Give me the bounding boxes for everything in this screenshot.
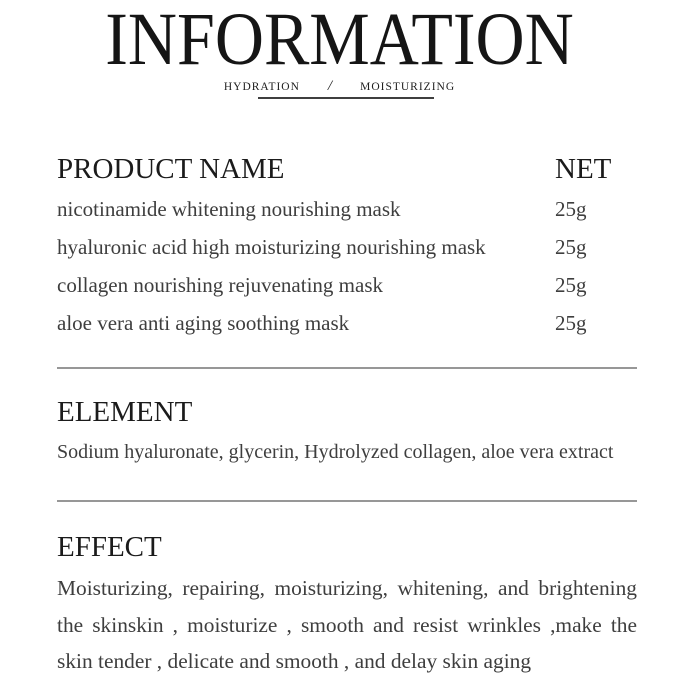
product-name: hyaluronic acid high moisturizing nourishing mask <box>57 235 486 259</box>
element-heading: ELEMENT <box>57 396 193 428</box>
section-divider <box>57 367 637 369</box>
product-table <box>57 190 637 342</box>
slash-separator: / <box>327 78 333 94</box>
subtitle-moisturizing: MOISTURIZING <box>360 80 456 93</box>
table-row <box>57 228 637 266</box>
product-name: aloe vera anti aging soothing mask <box>57 311 350 335</box>
table-row <box>57 190 637 228</box>
product-table-header <box>57 152 637 186</box>
subtitle-hydration: HYDRATION <box>223 80 300 93</box>
element-text: Sodium hyaluronate, glycerin, Hydrolyzed collagen, aloe vera extract <box>57 441 614 463</box>
product-net: 25g <box>555 311 587 335</box>
product-name: nicotinamide whitening nourishing mask <box>57 197 401 221</box>
product-net: 25g <box>555 235 587 259</box>
page-title: INFORMATION <box>105 0 574 81</box>
product-name: collagen nourishing rejuvenating mask <box>57 273 384 297</box>
product-net: 25g <box>555 273 587 297</box>
table-row <box>57 304 637 342</box>
subtitle-underline <box>258 97 434 99</box>
product-name-header: PRODUCT NAME <box>57 153 285 185</box>
net-header: NET <box>555 153 612 185</box>
section-divider <box>57 500 637 502</box>
product-net: 25g <box>555 197 587 221</box>
subtitle <box>0 78 679 95</box>
table-row <box>57 266 637 304</box>
effect-heading: EFFECT <box>57 531 162 563</box>
effect-text: Moisturizing, repairing, moisturizing, whitening, and brightening the skinskin , moisturize , smooth and resist wrinkles ,make the skin tender , delicate and smooth , and delay skin aging <box>57 576 637 673</box>
